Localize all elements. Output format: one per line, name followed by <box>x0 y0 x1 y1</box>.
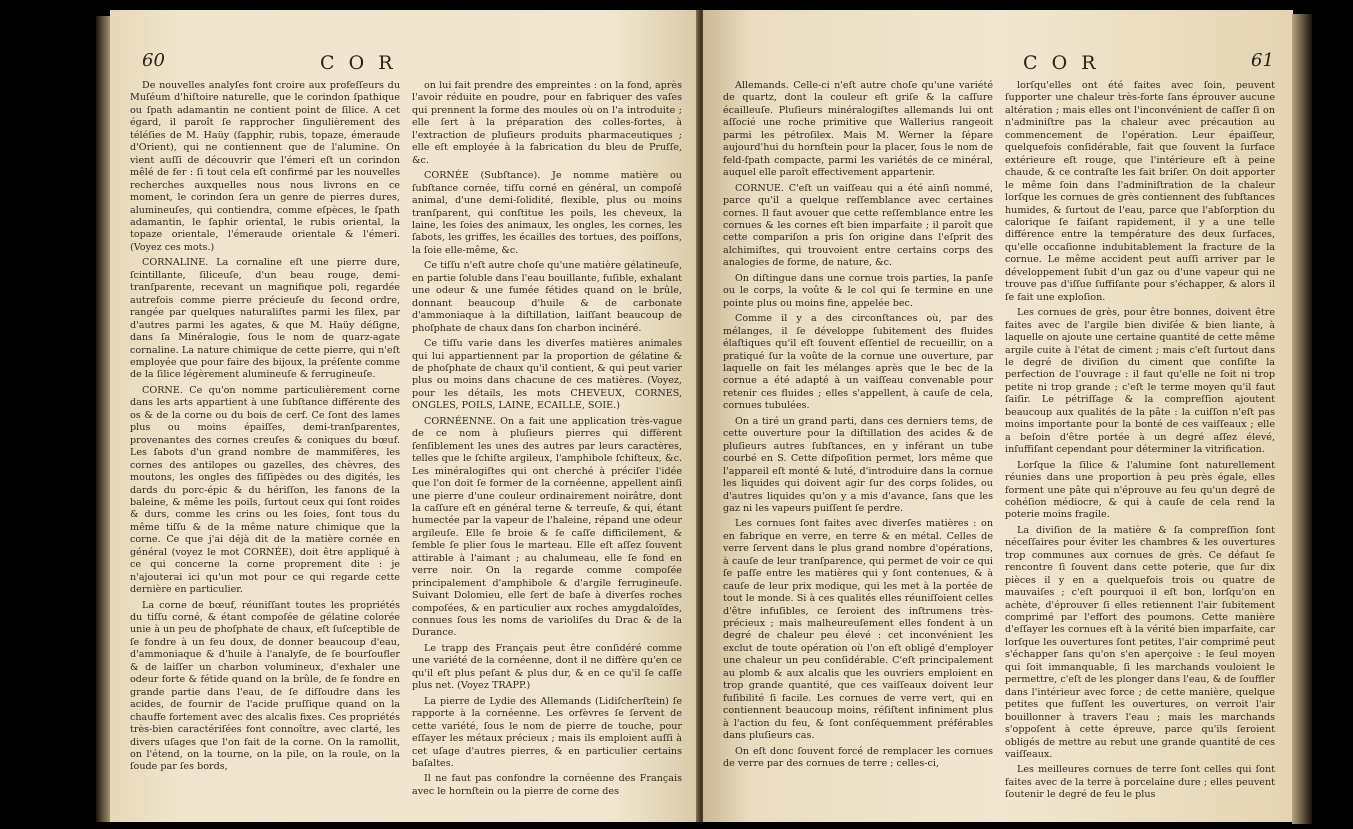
paragraph: Il ne faut pas confondre la cornéenne des Français avec le hornſtein ou la pierre de corne des <box>412 773 682 797</box>
paragraph: La corne de bœuf, réuniſſant toutes les propriétés du tiſſu corné, & étant compoſée de gélatine colorée unie à un peu de phoſphate de chaux, eſt ſuſceptible de ſe fondre à un feu doux, de donner beaucoup d'eau, d'ammoniaque & d'huile à l'analyſe, de ſe bourſoufler & de laiſſer un charbon volumineux, d'exhaler une odeur forte & fétide quand on la brûle, de ſe fondre en grande partie dans l'eau, de ſe diſſoudre dans les acides, de fournir de l'acide pruſſique quand on la chauffe fortement avec des alcalis fixes. Ces propriétés très-bien caractériſées font connoître, avec clarté, les divers uſages que l'on fait de la corne. On la ramollit, on l'étend, on la tourne, on la pile, on la roule, on la ſoude par ſes bords, <box>130 599 400 773</box>
paragraph: On diſtingue dans une cornue trois parties, la panſe ou le corps, la voûte & le col qui ſe termine en une pointe plus ou moins fine, appelée bec. <box>723 272 993 309</box>
left-running-head: C O R <box>320 52 397 74</box>
paragraph: Lorſque la ſilice & l'alumine ſont naturellement réunies dans une proportion à peu près égale, elles forment une pâte qui n'éprouve au feu qu'un degré de cohéſion médiocre, & qui à cauſe de cela rend la poterie moins fragile. <box>1005 459 1275 521</box>
paragraph: Ce tiſſu n'eſt autre choſe qu'une matière gélatineuſe, en partie ſoluble dans l'eau bouillante, fuſible, exhalant une odeur & une fumée fétides quand on le brûle, donnant beaucoup d'huile & de carbonate d'ammoniaque à la diſtillation, laiſſant beaucoup de phoſphate de chaux dans ſon charbon incinéré. <box>412 260 682 334</box>
paragraph: On a tiré un grand parti, dans ces derniers tems, de cette ouverture pour la diſtillation des acides & de pluſieurs autres ſubſtances, en y inférant un tube courbé en S. Cette diſpoſition permet, lors même que l'appareil eſt monté & luté, d'introduire dans la cornue les liquides qui doivent agir ſur des corps ſolides, ou d'autres liquides qu'on y a mis d'avance, ſans que les gaz ni les vapeurs puiſſent ſe perdre. <box>723 415 993 514</box>
paragraph: CORNUE. C'eſt un vaiſſeau qui a été ainſi nommé, parce qu'il a quelque reſſemblance avec certaines cornes. Il faut avouer que cette reſſemblance entre les cornues & les cornes eſt bien imparfaite ; il paroît que cette compariſon a pris ſon origine dans l'eſprit des alchimiſtes, qui trouvoient entre certains corps des analogies de forme, de nature, &c. <box>723 182 993 269</box>
right-page <box>703 10 1293 822</box>
paragraph: Comme il y a des circonſtances où, par des mélanges, il ſe développe ſubitement des fluides élaſtiques qu'il eſt ſouvent eſſentiel de recueillir, on a pratiqué ſur la voûte de la cornue une ouverture, par laquelle on fait les mélanges après que le bec de la cornue a été adapté à un vaiſſeau convenable pour retenir ces fluides ; elles s'appellent, à cauſe de cela, cornues tubulées. <box>723 313 993 412</box>
left-column-2 <box>412 80 682 805</box>
paragraph: La pierre de Lydie des Allemands (Lidiſcherſtein) ſe rapporte à la cornéenne. Les orfèvres ſe ſervent de cette variété, ſous le nom de pierre de touche, pour eſſayer les métaux précieux ; mais ils emploient auſſi à cet uſage d'autres pierres, & en particulier certains baſaltes. <box>412 695 682 770</box>
left-page-number: 60 <box>142 50 165 71</box>
right-page-edge <box>1292 14 1312 824</box>
paragraph: CORNÉE (Subſtance). Je nomme matière ou ſubſtance cornée, tiſſu corné en général, un compoſé animal, d'une demi-ſolidité, flexible, plus ou moins tranſparent, qui conſtitue les poils, les cheveux, la laine, les ſoies des animaux, les ongles, les cornes, les ſabots, les griffes, les écailles des tortues, des poiſſons, la ſoie elle-même, &c. <box>412 170 682 256</box>
left-page <box>110 10 700 822</box>
left-column-1 <box>130 80 400 805</box>
paragraph: Les cornues de grès, pour être bonnes, doivent être faites avec de l'argile bien diviſée & bien liante, à laquelle on ajoute une certaine quantité de cette même argile cuite à l'état de ciment ; mais c'eſt ſurtout dans le degré de diviſion du ciment que conſiſte la perfection de l'ouvrage : il faut qu'elle ne ſoit ni trop petite ni trop grande ; c'eſt le terme moyen qu'il faut ſaiſir. Le pétriſſage & la compreſſion ajoutent beaucoup aux qualités de la pâte : la cuiſſon n'eſt pas moins importante pour la bonté de ces vaiſſeaux ; elle a beſoin d'être portée à un degré aſſez élevé, inſuffiſant cependant pour déterminer la vitrification. <box>1005 307 1275 456</box>
right-column-1 <box>723 80 993 805</box>
paragraph: Ce tiſſu varie dans les diverſes matières animales qui lui appartiennent par la proportion de gélatine & de phoſphate de chaux qu'il contient, & qui peut varier plus ou moins dans chacune de ces matières. (Voyez, pour les détails, les mots CHEVEUX, CORNES, ONGLES, POILS, LAINE, ECAILLE, SOIE.) <box>412 338 682 412</box>
paragraph: on lui fait prendre des empreintes : on la fond, après l'avoir réduite en poudre, pour en fabriquer des vaſes qui prennent la forme des moules où on l'a introduite ; elle ſert à la préparation des colles-fortes, à l'extraction de pluſieurs produits pharmaceutiques ; elle eſt employée à la fabrication du bleu de Pruſſe, &c. <box>412 80 682 166</box>
paragraph: CORNE. Ce qu'on nomme particulièrement corne dans les arts appartient à une ſubſtance différente des os & de la corne ou du bois de cerf. Ce ſont des lames plus ou moins épaiſſes, demi-tranſparentes, provenantes des cornes creuſes & coniques du bœuf. Les ſabots d'un grand nombre de mammifères, les cornes des antilopes ou gazelles, des chèvres, des moutons, les ongles des ſiſſipèdes ou des digités, les dards du porc-épic & du hériſſon, les fanons de la baleine, & même les poils, ſurtout ceux qui ſont roides & durs, comme les crins ou les ſoies, ſont tous du même tiſſu & de la même nature chimique que la corne. Ce que j'ai déjà dit de la matière cornée en général (voyez le mot CORNÉE), doit être appliqué à ce qui concerne la corne proprement dite : je n'ajouterai ici qu'un mot pour ce qui regarde cette dernière en particulier. <box>130 384 400 596</box>
right-running-head: C O R <box>1023 52 1100 74</box>
right-column-2 <box>1005 80 1275 805</box>
paragraph: Le trapp des Français peut être conſidéré comme une variété de la cornéenne, dont il ne diffère qu'en ce qu'il eſt plus peſant & plus dur, & en ce qu'il ſe caſſe plus net. (Voyez TRAPP.) <box>412 642 682 692</box>
right-page-number: 61 <box>1251 50 1274 71</box>
paragraph: CORNALINE. La cornaline eſt une pierre dure, ſcintillante, ſiliceuſe, d'un beau rouge, demi-tranſparente, recevant un magnifique poli, regardée autrefois comme pierre précieuſe du ſecond ordre, rangée par quelques naturaliſtes parmi les ſilex, par d'autres parmi les agates, & que M. Haüy déſigne, dans ſa Minéralogie, ſous le nom de quarz-agate cornaline. La nature chimique de cette pierre, qui n'eſt employée que pour faire des bijoux, la préſente comme de la ſilice légèrement alumineuſe & ferrugineuſe. <box>130 257 400 381</box>
paragraph: Les cornues ſont faites avec diverſes matières : on en fabrique en verre, en terre & en métal. Celles de verre ſervent dans le plus grand nombre d'opérations, à cauſe de leur tranſparence, qui permet de voir ce qui ſe paſſe entre les matières qui y ſont contenues, & à cauſe de leur prix modique, qui les met à la portée de tout le monde. Si à ces qualités elles réuniſſoient celles d'être infuſibles, ce ſeroient des inſtrumens très-précieux ; mais malheureuſement elles fondent à un degré de chaleur peu élevé : cet inconvénient les exclut de toute opération où l'on eſt obligé d'employer une chaleur un peu conſidérable. C'eſt principalement au plomb & aux alcalis que les ouvriers emploient en trop grande quantité, que ces vaiſſeaux doivent leur fuſibilité ſi facile. Les cornues de verre vert, qui en contiennent beaucoup moins, réſiſtent infiniment plus à l'action du feu, & ſont conſéquemment préférables dans pluſieurs cas. <box>723 518 993 742</box>
paragraph: La diviſion de la matière & ſa compreſſion ſont néceſſaires pour éviter les chambres & les ouvertures trop communes aux cornues de grès. Ce défaut ſe rencontre ſi ſouvent dans cette poterie, que ſur dix pièces il y en a quelquefois trois ou quatre de mauvaiſes ; c'eſt pourquoi il eſt bon, lorſqu'on en achète, d'éprouver ſi elles retiennent l'air ſubitement comprimé par l'effort des poumons. Cette manière d'eſſayer les cornues eſt à la vérité bien imparfaite, car lorſque les ouvertures ſont petites, l'air comprimé peut s'échapper ſans qu'on s'en aperçoive : le ſeul moyen qui ſoit immanquable, ſi les marchands vouloient le permettre, c'eſt de les plonger dans l'eau, & de ſouffler dans l'intérieur avec force ; de cette manière, quelque petites que fuſſent les ouvertures, on verroit l'air bouillonner à travers l'eau ; mais les marchands s'oppoſent à cette épreuve, parce qu'ils ſeroient obligés de mettre au rebut une grande quantité de ces vaiſſeaux. <box>1005 524 1275 761</box>
paragraph: Les meilleures cornues de terre ſont celles qui ſont faites avec de la terre à porcelaine dure ; elles peuvent ſoutenir le degré de feu le plus <box>1005 764 1275 801</box>
paragraph: lorſqu'elles ont été faites avec ſoin, peuvent ſupporter une chaleur très-forte ſans éprouver aucune altération ; mais elles ont l'inconvénient de caſſer ſi on n'adminiſtre pas la chaleur avec précaution au commencement de l'opération. Leur épaiſſeur, quelquefois conſidérable, fait que ſouvent la ſurface extérieure eſt rouge, que l'intérieure eſt à peine chaude, & ce contraſte les fait briſer. On doit apporter le même ſoin dans l'adminiſtration de la chaleur lorſque les cornues de grès contiennent des ſubſtances humides, & ſurtout de l'eau, parce que l'abſorption du calorique ſe faiſant rapidement, il y a une telle différence entre la température des deux ſurfaces, qu'elle occaſionne indubitablement la fracture de la cornue. Le même accident peut auſſi arriver par le développement ſubit d'un gaz ou d'une vapeur qui ne trouve pas d'iſſue ſuffiſante pour s'échapper, & alors il ſe fait une exploſion. <box>1005 80 1275 303</box>
paragraph: On eſt donc ſouvent forcé de remplacer les cornues de verre par des cornues de terre ; celles-ci, <box>723 745 993 770</box>
book-spread <box>20 10 1340 826</box>
paragraph: De nouvelles analyſes font croire aux profeſſeurs du Muſéum d'hiſtoire naturelle, que le corindon ſpathique ou ſpath adamantin ne contient point de ſilice. A cet égard, il paroît ſe rapprocher ſingulièrement des téléſies de M. Haüy (ſapphir, rubis, topaze, émeraude d'Orient), qui ne contiennent que de l'alumine. On vient auſſi de découvrir que l'émeri eſt un corindon mêlé de fer : ſi tout cela eſt confirmé par les nouvelles recherches auxquelles nous nous livrons en ce moment, le corindon ſera un genre de pierres dures, alumineuſes, qui contiendra, comme eſpèces, le ſpath adamantin, le ſaphir oriental, le rubis oriental, la topaze orientale, l'émeraude orientale & l'émeri. (Voyez ces mots.) <box>130 80 400 253</box>
paragraph: Allemands. Celle-ci n'eſt autre choſe qu'une variété de quartz, dont la couleur eſt griſe & la caſſure écailleuſe. Pluſieurs minéralogiſtes allemands lui ont aſſocié une roche primitive que Wallerius rangeoit parmi les pétroſilex. Mais M. Werner la ſépare aujourd'hui du hornſtein pour la placer, ſous le nom de feld-ſpath compacte, parmi les variétés de ce minéral, auquel elle paroît effectivement appartenir. <box>723 80 993 179</box>
paragraph: CORNÉENNE. On a fait une application très-vague de ce nom à pluſieurs pierres qui diffèrent ſenſiblement les unes des autres par leurs caractères, telles que le ſchiſte argileux, l'amphibole ſchiſteux, &c. Les minéralogiſtes qui ont cherché à préciſer l'idée que l'on doit ſe former de la cornéenne, appellent ainſi une pierre d'une couleur ordinairement noirâtre, dont la caſſure eſt en général terne & terreuſe, & qui, étant humectée par la vapeur de l'haleine, répand une odeur argileuſe. Elle ſe broie & ſe caſſe difficilement, & ſemble ſe plier ſous le marteau. Elle eſt aſſez ſouvent attirable à l'aimant ; au chalumeau, elle ſe fond en verre noir. On la regarde comme compoſée principalement d'amphibole & d'argile ferrugineuſe. Suivant Dolomieu, elle ſert de baſe à diverſes roches compoſées, & en particulier aux roches amygdaloïdes, connues ſous les noms de varioliſes du Drac & de la Durance. <box>412 415 682 639</box>
